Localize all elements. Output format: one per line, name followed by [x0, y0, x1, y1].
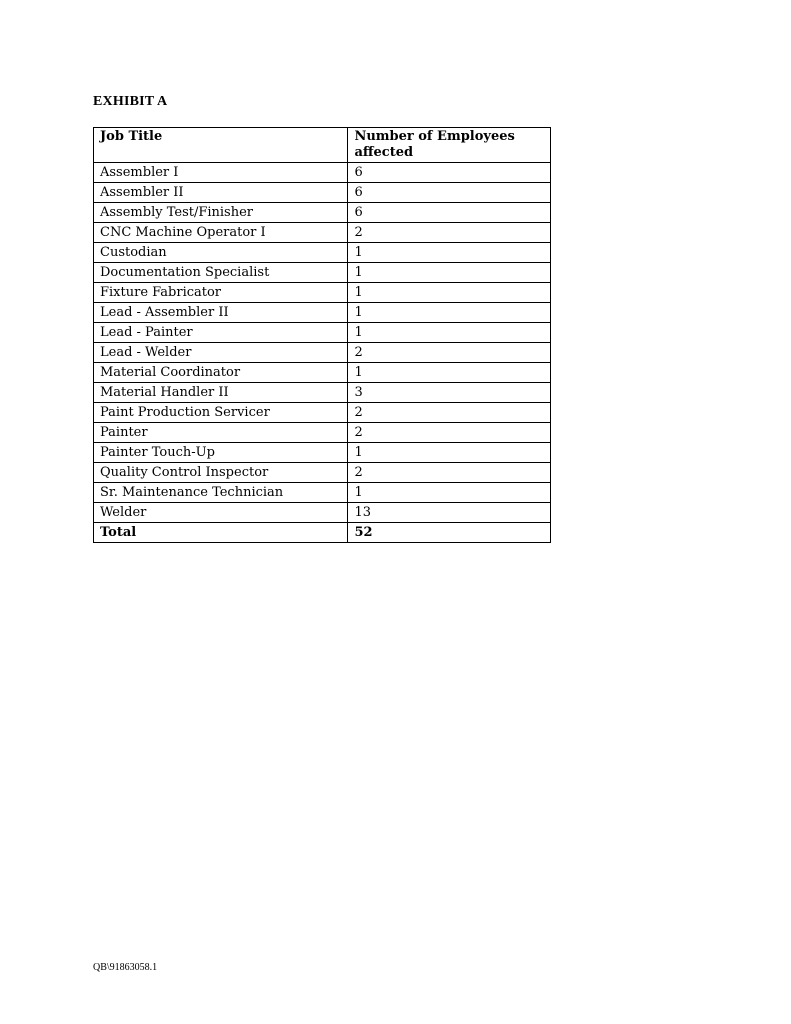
table-row — [94, 303, 551, 323]
employee-count-cell: 13 — [348, 503, 551, 523]
employee-count-cell: 2 — [348, 463, 551, 483]
table-row — [94, 323, 551, 343]
employee-count-cell: 1 — [348, 263, 551, 283]
table-row — [94, 383, 551, 403]
employee-count-cell: 1 — [348, 323, 551, 343]
job-title-cell: Custodian — [94, 243, 348, 263]
table-row — [94, 203, 551, 223]
job-title-cell: Lead - Assembler II — [94, 303, 348, 323]
table-row — [94, 243, 551, 263]
total-label: Total — [94, 523, 348, 543]
table-row — [94, 463, 551, 483]
table-row — [94, 263, 551, 283]
employees-table — [93, 127, 551, 543]
table-row — [94, 423, 551, 443]
table-row — [94, 443, 551, 463]
job-title-cell: Welder — [94, 503, 348, 523]
total-row — [94, 523, 551, 543]
employee-count-cell: 6 — [348, 203, 551, 223]
job-title-cell: Sr. Maintenance Technician — [94, 483, 348, 503]
table-row — [94, 503, 551, 523]
table-header-row — [94, 128, 551, 163]
total-count: 52 — [348, 523, 551, 543]
job-title-cell: Lead - Painter — [94, 323, 348, 343]
employee-count-cell: 1 — [348, 443, 551, 463]
employee-count-cell: 1 — [348, 483, 551, 503]
table-row — [94, 163, 551, 183]
table-row — [94, 223, 551, 243]
table-row — [94, 363, 551, 383]
table-row — [94, 343, 551, 363]
table-row — [94, 483, 551, 503]
job-title-cell: Material Coordinator — [94, 363, 348, 383]
employee-count-cell: 2 — [348, 403, 551, 423]
job-title-cell: CNC Machine Operator I — [94, 223, 348, 243]
header-employee-count: Number of Employees affected — [348, 128, 551, 163]
job-title-cell: Assembler II — [94, 183, 348, 203]
employee-count-cell: 1 — [348, 283, 551, 303]
header-job-title: Job Title — [94, 128, 348, 163]
employee-count-cell: 2 — [348, 423, 551, 443]
job-title-cell: Documentation Specialist — [94, 263, 348, 283]
exhibit-heading: EXHIBIT A — [93, 94, 168, 109]
job-title-cell: Lead - Welder — [94, 343, 348, 363]
employee-count-cell: 6 — [348, 183, 551, 203]
employee-count-cell: 1 — [348, 303, 551, 323]
document-id: QB\91863058.1 — [93, 962, 158, 973]
employee-count-cell: 1 — [348, 363, 551, 383]
job-title-cell: Fixture Fabricator — [94, 283, 348, 303]
job-title-cell: Assembly Test/Finisher — [94, 203, 348, 223]
employee-count-cell: 2 — [348, 343, 551, 363]
table-row — [94, 403, 551, 423]
job-title-cell: Quality Control Inspector — [94, 463, 348, 483]
job-title-cell: Painter Touch-Up — [94, 443, 348, 463]
job-title-cell: Assembler I — [94, 163, 348, 183]
job-title-cell: Paint Production Servicer — [94, 403, 348, 423]
job-title-cell: Material Handler II — [94, 383, 348, 403]
table-body — [94, 163, 551, 543]
table-row — [94, 283, 551, 303]
job-title-cell: Painter — [94, 423, 348, 443]
employee-count-cell: 3 — [348, 383, 551, 403]
employee-count-cell: 6 — [348, 163, 551, 183]
table-row — [94, 183, 551, 203]
employee-count-cell: 2 — [348, 223, 551, 243]
employee-count-cell: 1 — [348, 243, 551, 263]
